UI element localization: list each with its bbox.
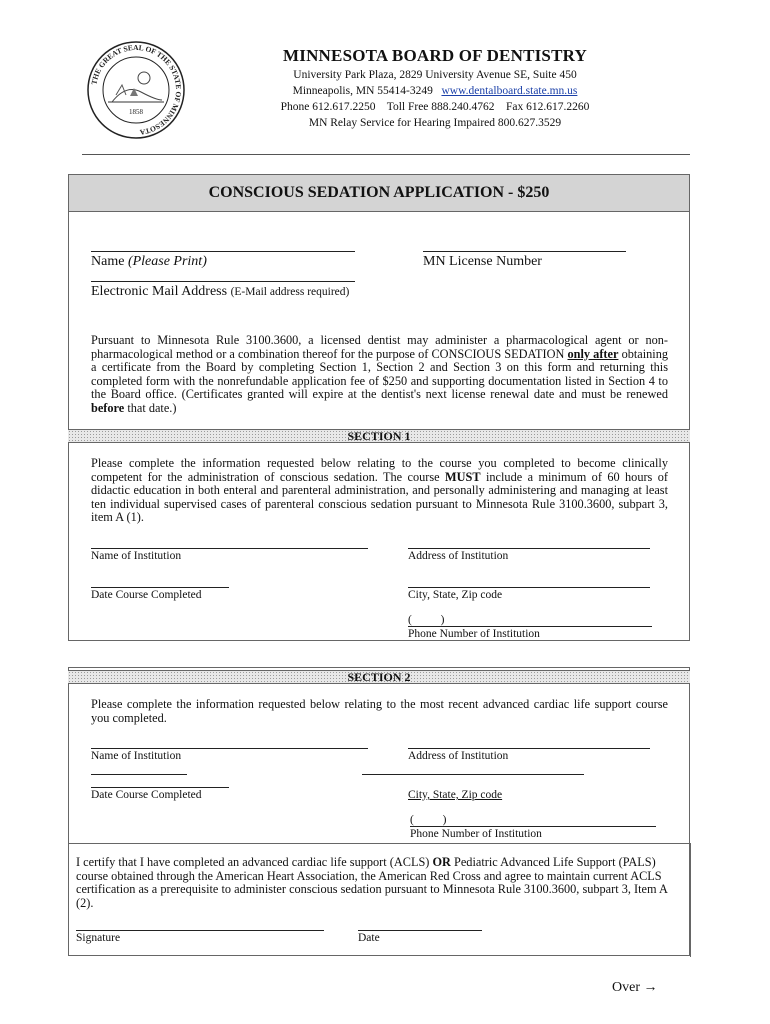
- certification-text: I certify that I have completed an advanced cardiac life support (ACLS) OR Pediatric Advanced Life Support (PALS) course obtained through the American Heart Association, the American Red Cross and agree to maintain current ACLS certification as a prerequisite to administer conscious sedation pursuant to Minnesota Rule 3100.3600, subpart 3, Item A (2).: [76, 855, 668, 910]
- s1-date-label: Date Course Completed: [91, 589, 202, 601]
- over-indicator: Over →: [612, 980, 658, 995]
- s1-institution-line[interactable]: [91, 548, 368, 549]
- name-input-line[interactable]: [91, 251, 355, 252]
- s1-phone-paren: ( ): [408, 614, 445, 626]
- s1-address-label: Address of Institution: [408, 550, 509, 562]
- address-line-2: [210, 83, 660, 99]
- signature-line[interactable]: [76, 930, 324, 931]
- section-1-text: Please complete the information requested below relating to the course you completed to become clinically competent for the administration of conscious sedation. The course MUST include a minimum of 60 hours of didactic education in both enteral and parenteral administration, and personally administering and managing at least ten individual supervised cases of parenteral conscious sedation pursuant to Minnesota Rule 3100.3600, subpart 3, item A (1).: [91, 456, 668, 524]
- s2-institution-line[interactable]: [91, 748, 368, 749]
- license-label: MN License Number: [423, 254, 542, 269]
- name-label: Name (Please Print): [91, 254, 207, 269]
- intro-paragraph: Pursuant to Minnesota Rule 3100.3600, a licensed dentist may administer a pharmacological agent or non-pharmacological method or a combination thereof for the purpose of CONSCIOUS SEDATION only after obtaining a certificate from the Board by completing Section 1, Section 2 and Section 3 on this form and returning this completed form with the nonrefundable application fee of $250 and supporting documentation listed in Section 4 to the Board office. (Certificates granted will expire at the dentist's next license renewal date and must be renewed before that date.): [91, 333, 669, 415]
- email-input-line[interactable]: [91, 281, 355, 282]
- header-divider: [82, 154, 690, 155]
- org-name: MINNESOTA BOARD OF DENTISTRY: [283, 46, 587, 65]
- license-input-line[interactable]: [423, 251, 626, 252]
- s1-phone-line[interactable]: [408, 626, 652, 627]
- signature-label: Signature: [76, 932, 121, 944]
- s2-city-label: City, State, Zip code: [408, 789, 503, 801]
- s2-phone-paren: ( ): [410, 814, 447, 826]
- section-2-text: Please complete the information requested below relating to the most recent advanced cardiac life support course you completed.: [91, 697, 668, 725]
- relay-line: MN Relay Service for Hearing Impaired 800.627.3529: [308, 117, 562, 129]
- section-1-heading: SECTION 1: [68, 429, 690, 443]
- s2-institution-label: Name of Institution: [91, 750, 182, 762]
- cert-date-label: Date: [358, 932, 380, 944]
- s1-city-label: City, State, Zip code: [408, 589, 503, 601]
- form-title: CONSCIOUS SEDATION APPLICATION - $250: [68, 174, 690, 212]
- s2-phone-line[interactable]: [410, 826, 656, 827]
- s2-extra-line-left[interactable]: [91, 774, 187, 775]
- s1-institution-label: Name of Institution: [91, 550, 182, 562]
- s1-city-line[interactable]: [408, 587, 650, 588]
- svg-text:1858: 1858: [129, 108, 143, 116]
- phone-line: Phone 612.617.2250 Toll Free 888.240.4762 Fax 612.617.2260: [280, 101, 590, 113]
- city-state-zip: Minneapolis, MN 55414-3249: [292, 85, 433, 97]
- s2-address-line[interactable]: [408, 748, 650, 749]
- state-seal: [86, 40, 186, 140]
- cert-date-line[interactable]: [358, 930, 482, 931]
- svg-text:THE GREAT SEAL OF THE STATE OF: THE GREAT SEAL OF THE STATE OF MINNESOTA: [89, 42, 184, 137]
- s2-extra-line-right[interactable]: [362, 774, 584, 775]
- s1-date-line[interactable]: [91, 587, 229, 588]
- website-link[interactable]: www.dentalboard.state.mn.us: [441, 85, 578, 97]
- email-label: Electronic Mail Address (E-Mail address required): [91, 284, 350, 299]
- s2-date-line[interactable]: [91, 787, 229, 788]
- s1-address-line[interactable]: [408, 548, 650, 549]
- s2-address-label: Address of Institution: [408, 750, 509, 762]
- s2-date-label: Date Course Completed: [91, 789, 202, 801]
- s2-phone-label: Phone Number of Institution: [410, 828, 542, 840]
- section-2-heading: SECTION 2: [68, 670, 690, 684]
- address-line-1: University Park Plaza, 2829 University Avenue SE, Suite 450: [293, 69, 577, 81]
- s1-phone-label: Phone Number of Institution: [408, 628, 540, 640]
